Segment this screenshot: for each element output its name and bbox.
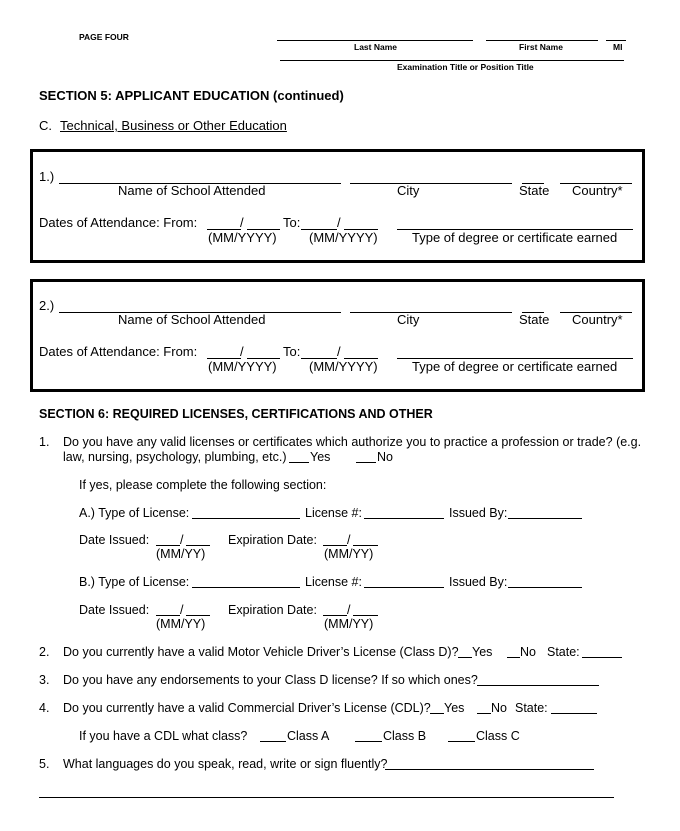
q2-no-blank[interactable] xyxy=(507,657,520,658)
license-b-issued-by-line[interactable] xyxy=(508,587,582,588)
q1-number: 1. xyxy=(39,435,50,449)
class-a-blank[interactable] xyxy=(260,741,286,742)
page-label: PAGE FOUR xyxy=(79,32,129,42)
license-a-type-line[interactable] xyxy=(192,518,300,519)
class-c-label: Class C xyxy=(476,729,520,743)
degree-label: Type of degree or certificate earned xyxy=(412,359,618,374)
license-b-issued-month-line[interactable] xyxy=(156,615,180,616)
q2-number: 2. xyxy=(39,645,50,659)
license-b-issued-year-line[interactable] xyxy=(186,615,210,616)
entry-number: 1.) xyxy=(39,169,55,184)
section5-sub-title: Technical, Business or Other Education xyxy=(60,118,287,133)
q4-yes-blank[interactable] xyxy=(430,713,444,714)
exam-title-label: Examination Title or Position Title xyxy=(397,62,534,72)
license-a-issued-by-line[interactable] xyxy=(508,518,582,519)
license-b-number-line[interactable] xyxy=(364,587,444,588)
license-a-issued-month-line[interactable] xyxy=(156,545,180,546)
city-line[interactable] xyxy=(350,183,512,184)
mi-label: MI xyxy=(613,42,623,52)
section6-title: SECTION 6: REQUIRED LICENSES, CERTIFICATIONS AND OTHER xyxy=(39,407,433,421)
q2-state-line[interactable] xyxy=(582,657,622,658)
slash: / xyxy=(337,344,341,359)
license-b-number-label: License #: xyxy=(305,575,362,589)
q3-text: Do you have any endorsements to your Class D license? If so which ones? xyxy=(63,673,478,687)
entry-number: 2.) xyxy=(39,298,55,313)
class-c-blank[interactable] xyxy=(448,741,475,742)
city-label: City xyxy=(397,183,420,198)
license-a-expiration-label: Expiration Date: xyxy=(228,533,317,547)
q4-state-line[interactable] xyxy=(551,713,597,714)
license-b-exp-month-line[interactable] xyxy=(323,615,347,616)
q4-number: 4. xyxy=(39,701,50,715)
license-a-number-label: License #: xyxy=(305,506,362,520)
license-b-exp-year-line[interactable] xyxy=(353,615,378,616)
license-b-type-line[interactable] xyxy=(192,587,300,588)
education-entry-2 xyxy=(30,279,645,392)
state-label: State xyxy=(519,183,550,198)
last-name-label: Last Name xyxy=(354,42,397,52)
q1-text-line2: law, nursing, psychology, plumbing, etc.) xyxy=(63,450,287,464)
q2-no-label: No xyxy=(520,645,536,659)
class-a-label: Class A xyxy=(287,729,330,743)
license-a-type-label: A.) Type of License: xyxy=(79,506,190,520)
license-b-expiration-label: Expiration Date: xyxy=(228,603,317,617)
slash: / xyxy=(240,215,244,230)
q4-yes-label: Yes xyxy=(444,701,465,715)
q1-no-label: No xyxy=(377,450,393,464)
class-b-blank[interactable] xyxy=(355,741,382,742)
q2-yes-blank[interactable] xyxy=(458,657,472,658)
license-b-date-issued-label: Date Issued: xyxy=(79,603,150,617)
q5-text: What languages do you speak, read, write or sign fluently? xyxy=(63,757,388,771)
license-a-date-issued-label: Date Issued: xyxy=(79,533,150,547)
q2-text: Do you currently have a valid Motor Vehicle Driver’s License (Class D)? xyxy=(63,645,459,659)
slash: / xyxy=(347,533,351,547)
dates-label: Dates of Attendance: From: xyxy=(39,215,198,230)
q5-number: 5. xyxy=(39,757,50,771)
expiration-format-label: (MM/YY) xyxy=(324,547,374,561)
q5-answer-line-2[interactable] xyxy=(39,797,614,798)
city-line[interactable] xyxy=(350,312,512,313)
state-label: State xyxy=(519,312,550,327)
section5-title: SECTION 5: APPLICANT EDUCATION (continued) xyxy=(39,88,344,103)
first-name-line[interactable] xyxy=(486,40,598,41)
country-label: Country* xyxy=(572,183,623,198)
q5-answer-line[interactable] xyxy=(385,769,594,770)
q2-state-label: State: xyxy=(547,645,580,659)
issued-format-label: (MM/YY) xyxy=(156,547,206,561)
to-format-label: (MM/YYYY) xyxy=(309,230,378,245)
dates-label: Dates of Attendance: From: xyxy=(39,344,198,359)
education-entry-1 xyxy=(30,149,645,263)
to-format-label: (MM/YYYY) xyxy=(309,359,378,374)
q3-number: 3. xyxy=(39,673,50,687)
from-format-label: (MM/YYYY) xyxy=(208,359,277,374)
q1-yes-blank[interactable] xyxy=(289,462,309,463)
q4-no-blank[interactable] xyxy=(477,713,491,714)
license-b-issued-by-label: Issued By: xyxy=(449,575,508,589)
slash: / xyxy=(347,603,351,617)
country-label: Country* xyxy=(572,312,623,327)
to-label: To: xyxy=(283,344,301,359)
first-name-label: First Name xyxy=(519,42,563,52)
slash: / xyxy=(180,603,184,617)
section5-sub-letter: C. xyxy=(39,118,52,133)
if-yes-instruction: If yes, please complete the following section: xyxy=(79,478,327,492)
degree-label: Type of degree or certificate earned xyxy=(412,230,618,245)
to-label: To: xyxy=(283,215,301,230)
from-format-label: (MM/YYYY) xyxy=(208,230,277,245)
slash: / xyxy=(240,344,244,359)
slash: / xyxy=(337,215,341,230)
q4-state-label: State: xyxy=(515,701,548,715)
school-label: Name of School Attended xyxy=(118,312,266,327)
q1-yes-label: Yes xyxy=(310,450,331,464)
class-b-label: Class B xyxy=(383,729,427,743)
school-label: Name of School Attended xyxy=(118,183,266,198)
q4-no-label: No xyxy=(491,701,507,715)
license-a-exp-year-line[interactable] xyxy=(353,545,378,546)
last-name-line[interactable] xyxy=(277,40,473,41)
slash: / xyxy=(180,533,184,547)
q4-text: Do you currently have a valid Commercial Driver’s License (CDL)? xyxy=(63,701,431,715)
license-a-exp-month-line[interactable] xyxy=(323,545,347,546)
issued-format-label: (MM/YY) xyxy=(156,617,206,631)
mi-line[interactable] xyxy=(606,40,626,41)
q1-text-line1: Do you have any valid licenses or certificates which authorize you to practice a profession or trade? (e.g. xyxy=(63,435,642,449)
license-a-issued-by-label: Issued By: xyxy=(449,506,508,520)
q3-answer-line[interactable] xyxy=(477,685,599,686)
q4-cdl-class-question: If you have a CDL what class? xyxy=(79,729,248,743)
expiration-format-label: (MM/YY) xyxy=(324,617,374,631)
city-label: City xyxy=(397,312,420,327)
license-b-type-label: B.) Type of License: xyxy=(79,575,190,589)
exam-title-line[interactable] xyxy=(280,60,624,61)
q1-no-blank[interactable] xyxy=(356,462,376,463)
q2-yes-label: Yes xyxy=(472,645,493,659)
license-a-issued-year-line[interactable] xyxy=(186,545,210,546)
license-a-number-line[interactable] xyxy=(364,518,444,519)
